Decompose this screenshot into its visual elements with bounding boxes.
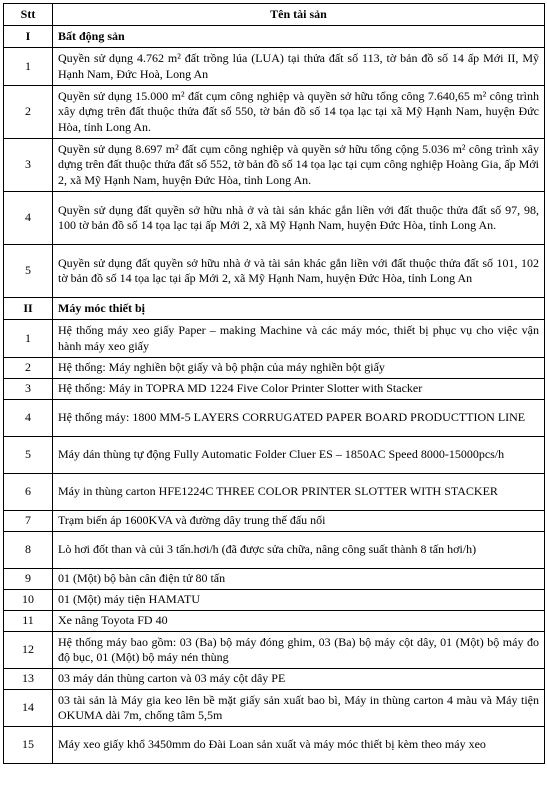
row-number: 7: [4, 511, 53, 532]
asset-description: Hệ thống máy bao gồm: 03 (Ba) bộ máy đóng ghim, 03 (Ba) bộ máy cột dây, 01 (Một) bộ máy đo độ bục, 01 (Một) bộ máy nén thùng: [53, 632, 545, 669]
row-number: 15: [4, 727, 53, 764]
row-number: 6: [4, 474, 53, 511]
table-row: [4, 86, 545, 139]
row-number: 4: [4, 400, 53, 437]
table-row: [4, 48, 545, 86]
asset-description: Hệ thống máy xeo giấy Paper – making Machine và các máy móc, thiết bị phục vụ cho việc vận hành máy xeo giấy: [53, 320, 545, 358]
table-row: [4, 690, 545, 727]
table-row: [4, 400, 545, 437]
header-row: [4, 4, 545, 26]
row-number: 12: [4, 632, 53, 669]
row-number: 10: [4, 590, 53, 611]
asset-description: Quyền sử dụng 8.697 m² đất cụm công nghiệp và quyền sở hữu tổng cộng 5.036 m² công trình xây dựng trên đất thuộc thửa đất số 552, tờ bản đồ số 14 tọa lạc tại cụm công nghiệp Hoàng Gia, ấp Mới 2, xã Mỹ Hạnh Nam, huyện Đức Hòa, tỉnh Long An.: [53, 139, 545, 192]
asset-description: 03 tài sản là Máy gia keo lên bề mặt giấy sản xuất bao bì, Máy in thùng carton 4 màu và Máy tiện OKUMA dài 7m, chống tâm 5,5m: [53, 690, 545, 727]
table-row: [4, 192, 545, 245]
row-number: 5: [4, 245, 53, 298]
asset-description: 01 (Một) bộ bàn cân điện tử 80 tấn: [53, 569, 545, 590]
table-row: [4, 437, 545, 474]
section-title: Máy móc thiết bị: [53, 298, 545, 320]
row-number: 4: [4, 192, 53, 245]
row-number: 1: [4, 320, 53, 358]
asset-table-body: [4, 26, 545, 764]
table-row: [4, 611, 545, 632]
section-row: [4, 298, 545, 320]
table-row: [4, 590, 545, 611]
asset-description: Hệ thống máy: 1800 MM-5 LAYERS CORRUGATED PAPER BOARD PRODUCTTION LINE: [53, 400, 545, 437]
section-number: II: [4, 298, 53, 320]
header-asset-name: Tên tài sản: [53, 4, 545, 26]
asset-description: Quyền sử dụng 4.762 m² đất trồng lúa (LUA) tại thửa đất số 113, tờ bản đồ số 14 ấp Mới II, Mỹ Hạnh Nam, Đức Hoà, Long An: [53, 48, 545, 86]
asset-description: Xe nâng Toyota FD 40: [53, 611, 545, 632]
table-row: [4, 532, 545, 569]
table-row: [4, 139, 545, 192]
asset-description: Hệ thống: Máy in TOPRA MD 1224 Five Color Printer Slotter with Stacker: [53, 379, 545, 400]
table-row: [4, 511, 545, 532]
row-number: 8: [4, 532, 53, 569]
section-title: Bất động sản: [53, 26, 545, 48]
row-number: 13: [4, 669, 53, 690]
table-row: [4, 358, 545, 379]
section-number: I: [4, 26, 53, 48]
table-row: [4, 569, 545, 590]
row-number: 11: [4, 611, 53, 632]
asset-description: Quyền sử dụng 15.000 m² đất cụm công nghiệp và quyền sở hữu tổng công 7.640,65 m² công trình xây dựng trên đất thuộc thửa đất số 550, tờ bản đồ số 14 tọa lạc tại xã Mỹ Hạnh Nam, huyện Đức Hòa, tỉnh Long An.: [53, 86, 545, 139]
row-number: 9: [4, 569, 53, 590]
table-row: [4, 245, 545, 298]
table-row: [4, 320, 545, 358]
header-stt: Stt: [4, 4, 53, 26]
table-row: [4, 727, 545, 764]
section-row: [4, 26, 545, 48]
table-row: [4, 379, 545, 400]
row-number: 3: [4, 379, 53, 400]
asset-table: [3, 3, 545, 764]
asset-description: Máy in thùng carton HFE1224C THREE COLOR PRINTER SLOTTER WITH STACKER: [53, 474, 545, 511]
row-number: 5: [4, 437, 53, 474]
table-row: [4, 632, 545, 669]
asset-description: Trạm biến áp 1600KVA và đường dây trung thế đấu nối: [53, 511, 545, 532]
asset-description: 03 máy dán thùng carton và 03 máy cột dây PE: [53, 669, 545, 690]
row-number: 3: [4, 139, 53, 192]
row-number: 14: [4, 690, 53, 727]
asset-description: Hệ thống: Máy nghiền bột giấy và bộ phận của máy nghiền bột giấy: [53, 358, 545, 379]
asset-description: Quyền sử dụng đất quyền sở hữu nhà ở và tài sản khác gắn liền với đất thuộc thửa đất số 101, 102 tờ bản đồ số 14 tọa lạc tại ấp Mới 2, xã Mỹ Hạnh Nam, huyện Đức Hòa, tỉnh Long An: [53, 245, 545, 298]
asset-description: Máy xeo giấy khổ 3450mm do Đài Loan sản xuất và máy móc thiết bị kèm theo máy xeo: [53, 727, 545, 764]
row-number: 2: [4, 358, 53, 379]
asset-description: Lò hơi đốt than và củi 3 tấn.hơi/h (đã được sửa chữa, nâng công suất thành 8 tấn hơi/h): [53, 532, 545, 569]
asset-description: Máy dán thùng tự động Fully Automatic Folder Cluer ES – 1850AC Speed 8000-15000pcs/h: [53, 437, 545, 474]
table-row: [4, 669, 545, 690]
row-number: 1: [4, 48, 53, 86]
asset-description: 01 (Một) máy tiện HAMATU: [53, 590, 545, 611]
table-row: [4, 474, 545, 511]
row-number: 2: [4, 86, 53, 139]
asset-description: Quyền sử dụng đất quyền sở hữu nhà ở và tài sản khác gắn liền với đất thuộc thửa đất số 97, 98, 100 tờ bản đồ số 14 tọa lạc tại ấp Mới 2, xã Mỹ Hạnh Nam, huyện Đức Hòa, tỉnh Long An.: [53, 192, 545, 245]
